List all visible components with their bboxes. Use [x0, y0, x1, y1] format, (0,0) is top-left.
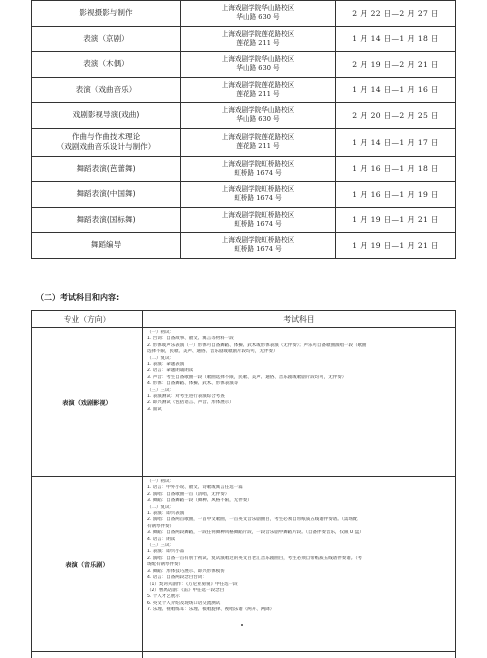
exam-dates: 2 月 22 日—2 月 27 日 [336, 1, 456, 27]
major-line: （戏剧戏曲音乐设计与制作） [32, 142, 180, 152]
major-line: 表演（木偶） [32, 59, 180, 69]
subject-line: 3. 舞蹈：自备两段舞蹈，一段任何舞种风格舞蹈片段，一段音乐剧中舞蹈片段。（自备伴奏音乐，仅限 U 盘） [147, 530, 451, 536]
subject-line: 7. 乐理、视唱练耳：乐理、模唱旋律、视唱乐谱（两升、两降） [147, 607, 451, 613]
location-line: 上海戏剧学院华山路校区 [181, 4, 335, 13]
subject-line: （三）三试： [147, 388, 451, 394]
subject-line: 6. 英文个人介绍及现场口语交流测试 [147, 601, 451, 607]
exam-major: 表演（音乐剧） [32, 477, 143, 652]
header-subjects: 考试科目 [143, 311, 456, 328]
location-line: 上海戏剧学院虹桥路校区 [181, 211, 335, 220]
exam-location [181, 1, 336, 27]
continuation-cell [32, 652, 143, 658]
location-line: 上海戏剧学院莲花路校区 [181, 133, 335, 142]
exam-row-musical [32, 477, 456, 652]
major-name [32, 156, 181, 182]
location-line: 莲花路 211 号 [181, 90, 335, 99]
exam-location [181, 233, 336, 259]
subject-line: 1. 表演：命题表演 [147, 362, 451, 368]
subject-line: 2. 演唱：自备两首歌曲，一首中文歌曲，一首英文音乐剧曲目，考生必须自带纸质五线谱伴奏谱。（需场配 [147, 517, 451, 523]
exam-subjects-table [31, 310, 456, 658]
table-row [32, 1, 456, 27]
subject-line: 2. 语言：命题朗诵朗读 [147, 368, 451, 374]
exam-dates: 1 月 19 日—1 月 21 日 [336, 233, 456, 259]
subject-line: 1. 表演：即兴表演 [147, 511, 451, 517]
exam-location [181, 26, 336, 52]
major-name [32, 207, 181, 233]
major-name [32, 26, 181, 52]
subject-line: 有钢琴伴奏） [147, 524, 451, 530]
major-name [32, 233, 181, 259]
major-name [32, 182, 181, 208]
subject-line: （2）曹禺话剧：《雷》中任选一段念白 [147, 588, 451, 594]
subject-line: 2. 形体或声乐表演（一）形体可自备舞蹈、体操、武术或形体表演（无伴奏）；声乐可自备歌曲演唱一段（歌曲 [147, 343, 451, 349]
location-line: 虹桥路 1674 号 [181, 220, 335, 229]
subject-line: 3. 面试 [147, 407, 451, 413]
location-line: 上海戏剧学院莲花路校区 [181, 30, 335, 39]
location-line: 虹桥路 1674 号 [181, 245, 335, 254]
major-line: 舞蹈表演(国标舞) [32, 215, 180, 225]
location-line: 上海戏剧学院虹桥路校区 [181, 236, 335, 245]
major-name [32, 52, 181, 78]
location-line: 上海戏剧学院华山路校区 [181, 106, 335, 115]
location-line: 上海戏剧学院华山路校区 [181, 55, 335, 64]
major-line: 舞蹈编导 [32, 240, 180, 250]
exam-location [181, 128, 336, 156]
major-name [32, 103, 181, 129]
major-line: 影视摄影与制作 [32, 8, 180, 18]
table-row [32, 156, 456, 182]
table-row [32, 26, 456, 52]
header-major: 专业（方向） [32, 311, 143, 328]
table-row [32, 77, 456, 103]
major-line: 表演（京剧） [32, 34, 180, 44]
major-line: 表演（戏曲音乐） [32, 85, 180, 95]
subject-line: 4. 形体：自备舞蹈、体操、武术、形体表演等 [147, 381, 451, 387]
exam-dates: 2 月 19 日—2 月 21 日 [336, 52, 456, 78]
schedule-table [31, 0, 456, 259]
location-line: 莲花路 211 号 [181, 142, 335, 151]
subject-line: 1. 台词：自备故事、散文、寓言等材料一段 [147, 336, 451, 342]
location-line: 华山路 630 号 [181, 64, 335, 73]
table-row [32, 182, 456, 208]
subject-line: 2. 演唱：自备一首有别于初试、复试演唱过的英文百老汇音乐剧曲目，考生必须自带纸质五线谱伴奏谱。（考 [147, 556, 451, 562]
exam-major: 表演（戏剧影视） [32, 328, 143, 477]
subject-line: 1. 表演：即兴小品 [147, 549, 451, 555]
subject-line: 3. 声音：考生自备歌曲一段（歌曲选择不限，民歌、美声、通俗、音乐剧或歌剧片段均可，无伴奏） [147, 375, 451, 381]
subject-line: （二）复试： [147, 356, 451, 362]
exam-location [181, 77, 336, 103]
exam-location [181, 156, 336, 182]
subject-line: 1. 表演测试：对考生进行表演综合考查 [147, 394, 451, 400]
major-line: 作曲与作曲技术理论 [32, 132, 180, 142]
subject-line: 4. 语言：朗读 [147, 537, 451, 543]
subject-line: 4. 语言：自备两段念白台词： [147, 575, 451, 581]
exam-dates: 1 月 14 日—1 月 17 日 [336, 128, 456, 156]
major-name [32, 128, 181, 156]
table-continuation [32, 652, 456, 658]
location-line: 莲花路 211 号 [181, 39, 335, 48]
subject-line: 1. 语言：中外小说、散文、诗歌或寓言任选一篇 [147, 485, 451, 491]
location-line: 华山路 630 号 [181, 13, 335, 22]
exam-subjects [143, 477, 456, 652]
location-line: 华山路 630 号 [181, 115, 335, 124]
section-title: （二）考试科目和内容: [36, 292, 119, 303]
subject-line: （三）三试： [147, 543, 451, 549]
exam-location [181, 103, 336, 129]
major-line: 戏剧影视导演(戏曲) [32, 110, 180, 120]
subject-line: 3. 舞蹈：形体技巧展示、即兴形体模仿 [147, 569, 451, 575]
exam-dates: 2 月 20 日—2 月 25 日 [336, 103, 456, 129]
exam-row-drama [32, 328, 456, 477]
subject-line: 2. 即兴测试（包括语言、声音、形体展示） [147, 400, 451, 406]
subject-line: （二）复试： [147, 505, 451, 511]
subject-line: 5. 个人才艺展示 [147, 594, 451, 600]
table-row [32, 207, 456, 233]
subject-line: （1）契诃夫剧作：《万尼亚舅舅》中任选一段 [147, 582, 451, 588]
subject-line: 3. 舞蹈：自备舞蹈一段（舞种、风格不限，无伴奏） [147, 498, 451, 504]
exam-dates: 1 月 14 日—1 月 18 日 [336, 26, 456, 52]
exam-dates: 1 月 16 日—1 月 18 日 [336, 156, 456, 182]
location-line: 虹桥路 1674 号 [181, 169, 335, 178]
exam-location [181, 182, 336, 208]
exam-location [181, 207, 336, 233]
exam-dates: 1 月 19 日—1 月 21 日 [336, 207, 456, 233]
subject-line: （一）初试： [147, 479, 451, 485]
subject-line: （一）初试： [147, 330, 451, 336]
subject-line: 选择不限，民歌、美声、通俗、音乐剧或歌剧片段均可，无伴奏） [147, 349, 451, 355]
exam-table-header [32, 311, 456, 328]
exam-dates: 1 月 16 日—1 月 19 日 [336, 182, 456, 208]
location-line: 上海戏剧学院虹桥路校区 [181, 160, 335, 169]
exam-location [181, 52, 336, 78]
exam-subjects [143, 328, 456, 477]
location-line: 上海戏剧学院虹桥路校区 [181, 185, 335, 194]
major-name [32, 77, 181, 103]
table-row [32, 103, 456, 129]
table-row [32, 52, 456, 78]
major-line: 舞蹈表演(芭蕾舞) [32, 164, 180, 174]
major-line: 舞蹈表演(中国舞) [32, 189, 180, 199]
subject-line: 2. 演唱：自备歌曲一首（清唱，无伴奏） [147, 492, 451, 498]
major-name [32, 1, 181, 27]
table-row [32, 233, 456, 259]
continuation-cell [143, 652, 456, 658]
location-line: 上海戏剧学院莲花路校区 [181, 81, 335, 90]
subject-line: 场配有钢琴伴奏） [147, 562, 451, 568]
page-dot [241, 624, 243, 626]
exam-dates: 1 月 14 日—1 月 16 日 [336, 77, 456, 103]
table-row [32, 128, 456, 156]
location-line: 虹桥路 1674 号 [181, 194, 335, 203]
